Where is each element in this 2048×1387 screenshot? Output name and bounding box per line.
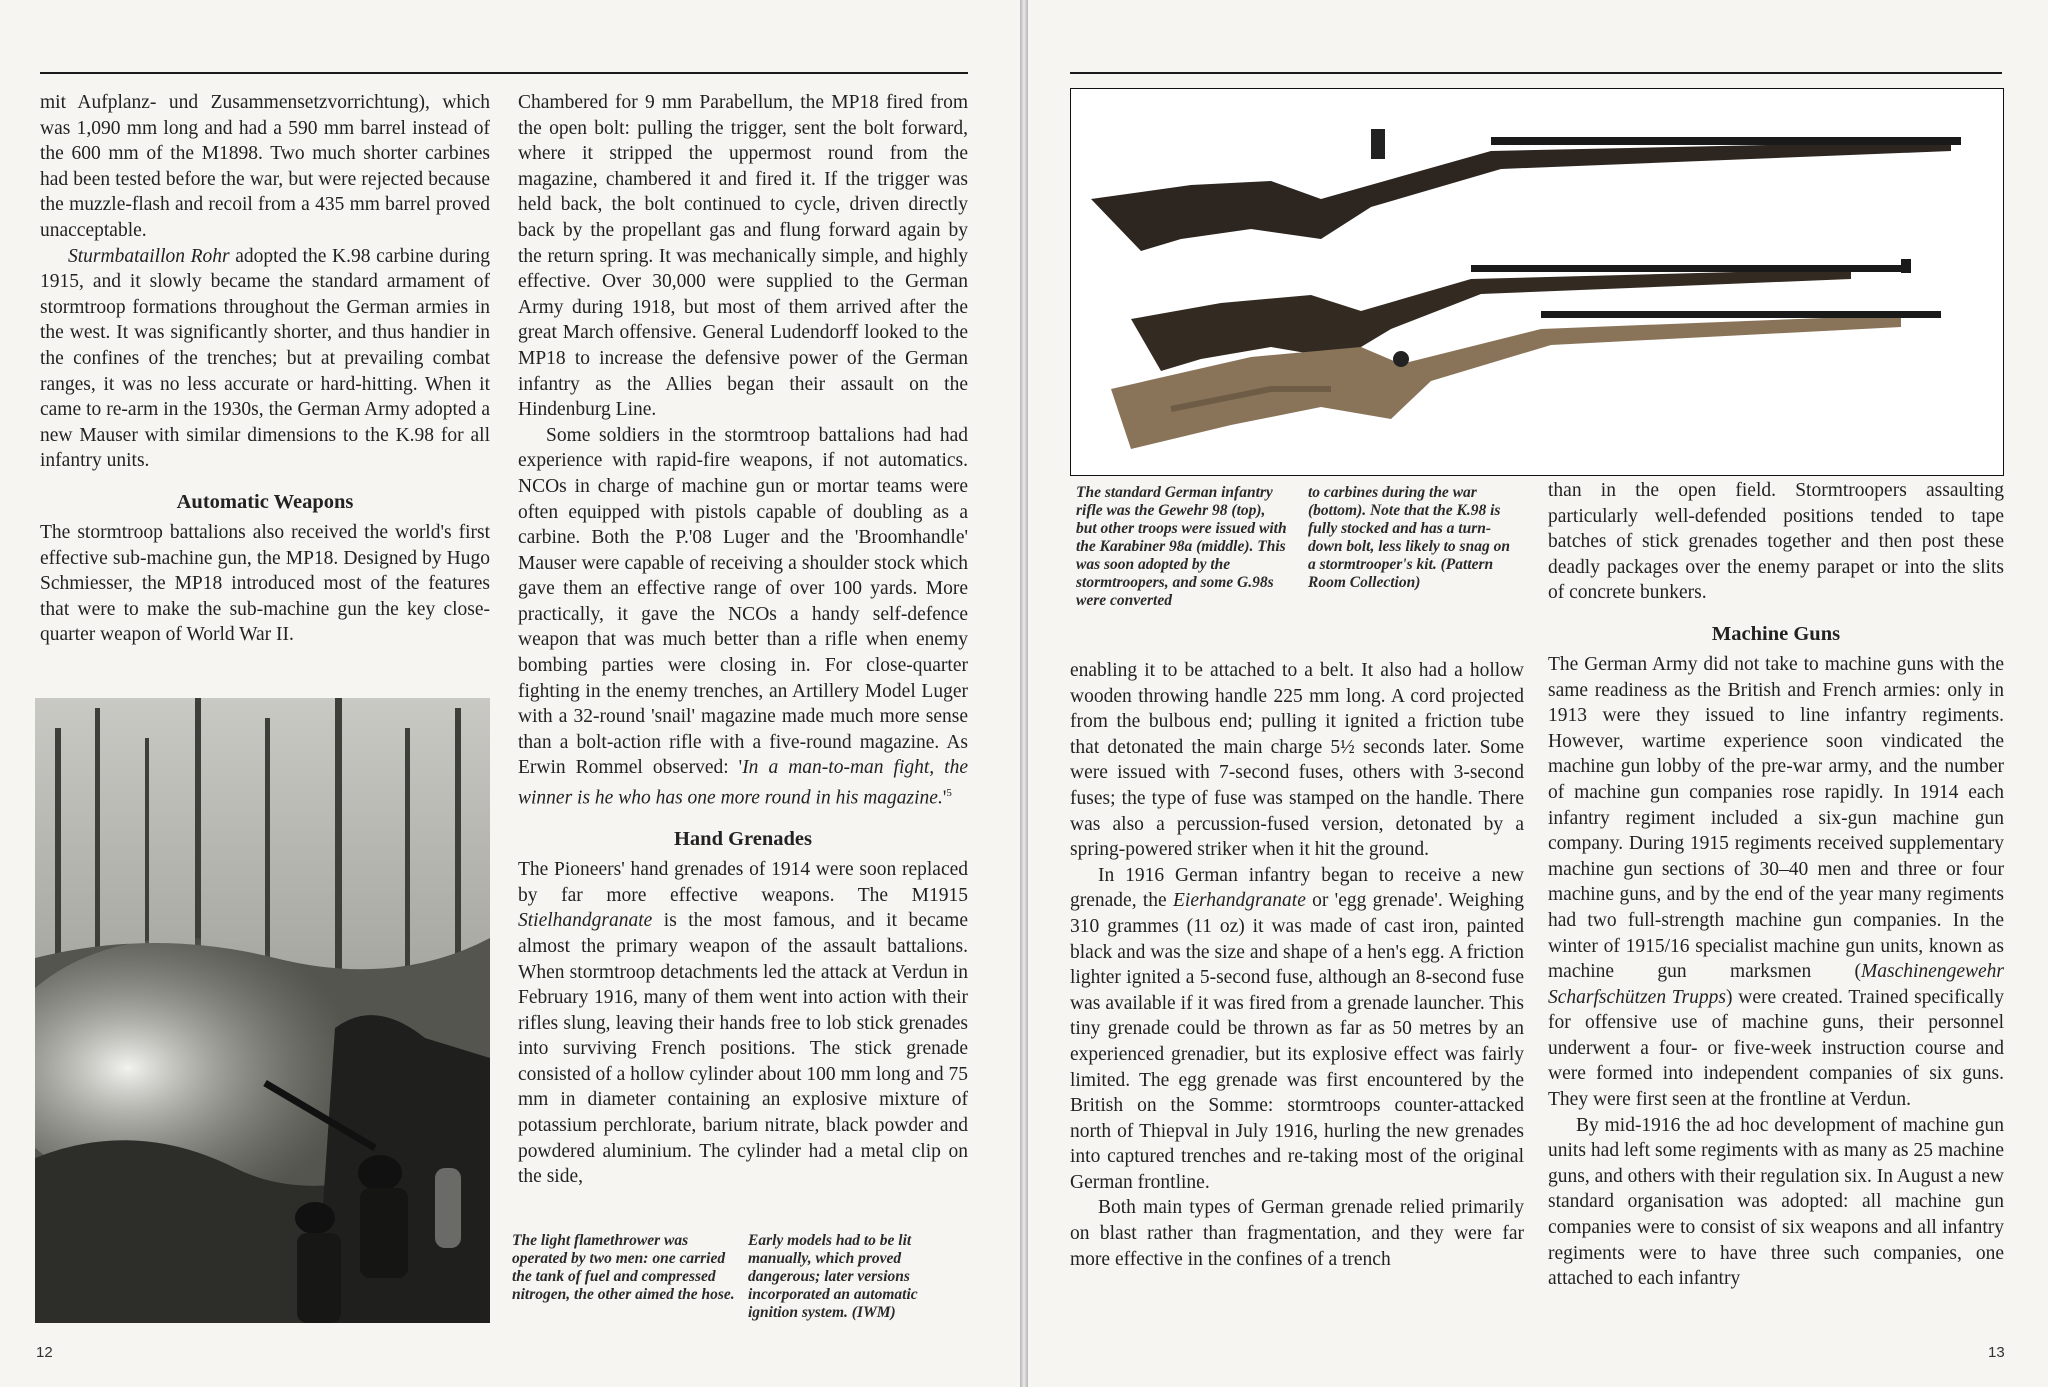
paragraph: mit Aufplanz- und Zusammensetzvorrichtung), which was 1,090 mm long and had a 590 mm barrel instead of the 600 mm of the M1898. Two much shorter carbines had been tested before the war, but were rejected because the muzzle-flash and recoil from a 435 mm barrel proved unacceptable. xyxy=(40,92,490,241)
paragraph: The German Army did not take to machine guns with the same readiness as the British and French armies: only in 1913 were they issued to line infantry regiments. However, wartime experience soon vindicated the machine gun lobby of the pre-war army, and the number of machine gun companies rose rapidly. In 1914 each infantry regiment included a six-gun machine gun company. During 1915 regiments received supplementary machine gun sections of 30–40 men and three or four machine guns, and by the end of the year many regiments had two full-strength machine gun companies. In the winter of 1915/16 specialist machine gun units, known as machine gun marksmen (Maschinengewehr Scharfschützen Trupps) were created. Trained specifically for offensive use of machine guns, their personnel underwent a four- or five-week instruction course and were formed into independent companies of six guns. They were first seen at the frontline at Verdun. xyxy=(1548,653,2004,1111)
section-heading-hand-grenades: Hand Grenades xyxy=(673,828,813,851)
section-heading-machine-guns: Machine Guns xyxy=(1711,622,1841,645)
header-rule xyxy=(1070,72,2002,74)
rifles-photo-image xyxy=(1071,89,2003,475)
page-number: 12 xyxy=(36,1344,53,1361)
paragraph: than in the open field. Stormtroopers assaulting particularly well-defended positions tended to tape batches of stick grenades together and then post these deadly packages over the enemy parapet or into the slits of concrete bunkers. xyxy=(1548,480,2004,604)
paragraph: In 1916 German infantry began to receive a new grenade, the Eierhandgranate or 'egg grenade'. Weighing 310 grammes (11 oz) it was made of cast iron, painted black and was the size and shape of a hen's egg. A friction lighter ignited a 5-second fuse, although an 8-second fuse was available if it was fired from a grenade launcher. This tiny grenade could be thrown as far as 50 metres by an experienced grenadier, but its explosive effect was fairly limited. The egg grenade was first encountered by the British on the Somme: stormtroops counter-attacked north of Thiepval in July 1916, hurling the new grenades into captured trenches and re-taking most of the original German frontline. xyxy=(1070,864,1524,1193)
left-column-2 xyxy=(518,90,968,1190)
paragraph: Some soldiers in the stormtroop battalions had had experience with rapid-fire weapons, if not automatics. NCOs in charge of machine gun or mortar teams were often equipped with pistols capable of doubling as a carbine. Both the P.'08 Luger and the 'Broomhandle' Mauser were capable of receiving a shoulder stock which gave them an effective range of over 100 yards. More practically, it gave the NCOs a handy self-defence weapon that was much better than a rifle when enemy bombing parties were closing in. For close-quarter fighting in the enemy trenches, an Artillery Model Luger with a 32-round 'snail' magazine made much more sense than a bolt-action rifle with a five-round magazine. As Erwin Rommel observed: 'In a man-to-man fight, the winner is he who has one more round in his $magazine.'^5$ xyxy=(518,424,968,809)
paragraph: enabling it to be attached to a belt. It also had a hollow wooden throwing handle 225 mm long. A cord projected from the bulbous end; pulling it ignited a friction tube that detonated the main charge 5½ seconds later. Some were issued with 7-second fuses, others with 3-second fuses; the type of fuse was stamped on the handle. There was also a percussion-fused version, detonated by a spring-powered striker when it hit the ground. xyxy=(1070,660,1524,861)
right-column-1 xyxy=(1070,658,1524,1272)
flamethrower-photo xyxy=(35,698,490,1323)
right-page xyxy=(1028,0,2048,1387)
section-heading-automatic-weapons: Automatic Weapons xyxy=(176,490,354,513)
page-number: 13 xyxy=(1988,1344,2005,1361)
photo-caption: The light flamethrower was operated by two men: one carried the tank of fuel and compressed nitrogen, the other aimed the hose. xyxy=(512,1232,735,1303)
photo-caption: The standard German infantry rifle was the Gewehr 98 (top), but other troops were issued with the Karabiner 98a (middle). This was soon adopted by the stormtroopers, and some G.98s were converted xyxy=(1076,484,1287,609)
right-column-2 xyxy=(1548,478,2004,1292)
rifles-photo xyxy=(1070,88,2004,476)
left-page xyxy=(0,0,1020,1387)
left-column-1 xyxy=(40,90,490,648)
paragraph: The stormtroop battalions also received the world's first effective sub-machine gun, the MP18. Designed by Hugo Schmiesser, the MP18 introduced most of the features that were to make the sub-machine gun the key close-quarter weapon of World War II. xyxy=(40,521,490,646)
paragraph: Chambered for 9 mm Parabellum, the MP18 fired from the open bolt: pulling the trigger, sent the bolt forward, where it stripped the uppermost round from the magazine, chambered it and fired it. If the trigger was held back, the bolt continued to cycle, driven directly back by the propellant gas and flung forward again by the return spring. It was mechanically simple, and highly effective. Over 30,000 were supplied to the German Army during 1918, but most of them arrived after the great March offensive. General Ludendorff looked to the MP18 to increase the defensive power of the German infantry as the Allies began their assault on the Hindenburg Line. xyxy=(518,92,968,421)
header-rule xyxy=(40,72,968,74)
paragraph: By mid-1916 the ad hoc development of machine gun units had left some regiments with as many as 25 machine guns, and others with their regulation six. In August a new standard organisation was adopted: all machine gun companies were to consist of six weapons and all infantry regiments were to have three such companies, one attached to each infantry xyxy=(1548,1114,2005,1290)
photo-caption: to carbines during the war (bottom). Note that the K.98 is fully stocked and has a turn-down bolt, less likely to snag on a stormtrooper's kit. (Pattern Room Collection) xyxy=(1308,484,1510,591)
book-gutter xyxy=(1020,0,1028,1387)
photo-caption: Early models had to be lit manually, which proved dangerous; later versions incorporated an automatic ignition system. (IWM) xyxy=(748,1232,918,1321)
paragraph: Sturmbataillon Rohr adopted the K.98 carbine during 1915, and it slowly became the standard armament of stormtroop formations throughout the German armies in the west. It was significantly shorter, and thus handier in the confines of the trenches; but at prevailing combat ranges, it was no less accurate or hard-hitting. When it came to re-arm in the 1930s, the German Army adopted a new Mauser with similar dimensions to the K.98 for all infantry units. xyxy=(40,245,490,472)
paragraph: Both main types of German grenade relied primarily on blast rather than fragmentation, and they were far more effective in the confines of a trench xyxy=(1070,1197,1524,1270)
flamethrower-photo-image xyxy=(35,698,490,1323)
paragraph: The Pioneers' hand grenades of 1914 were soon replaced by far more effective weapons. The M1915 Stielhandgranate is the most famous, and it became almost the primary weapon of the assault battalions. When stormtroop detachments led the attack at Verdun in February 1916, many of them went into action with their rifles slung, leaving their hands free to lob stick grenades into surviving French positions. The stick grenade consisted of a hollow cylinder about 100 mm long and 75 mm in diameter containing an explosive mixture of potassium perchlorate, barium nitrate, black powder and powdered aluminium. The cylinder had a metal clip on the side, xyxy=(518,859,968,1188)
